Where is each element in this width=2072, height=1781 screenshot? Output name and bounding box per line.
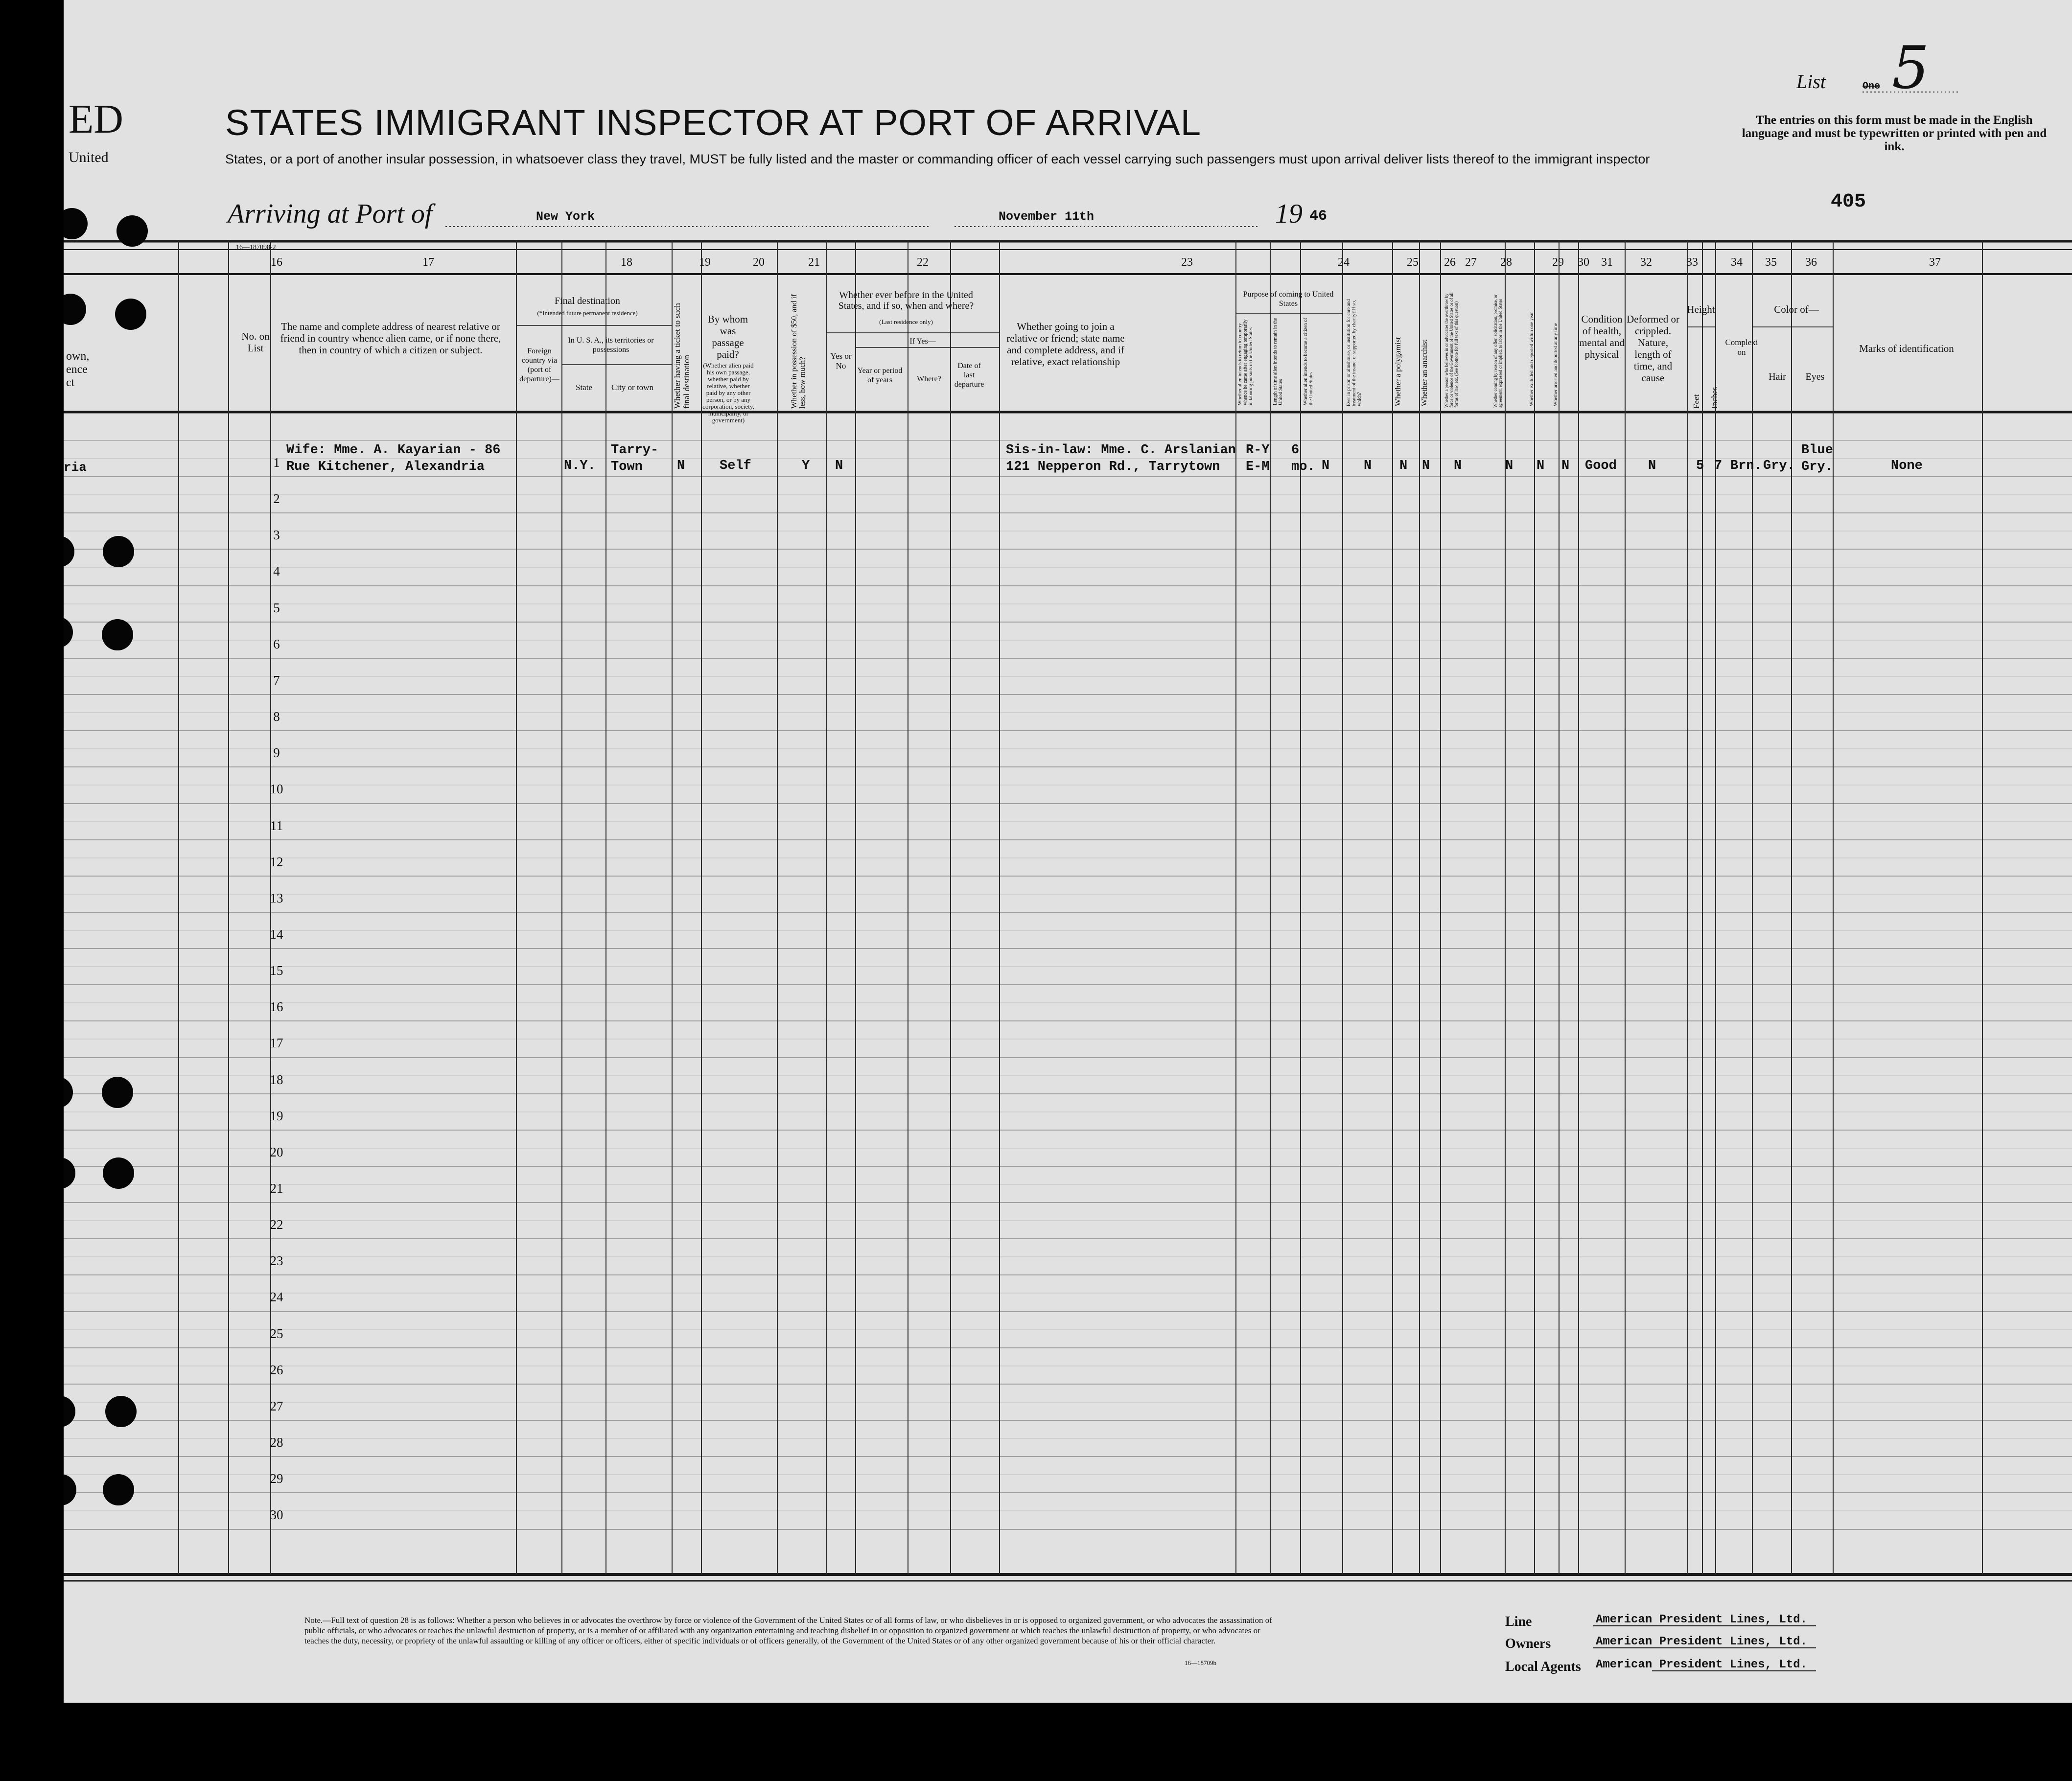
header-marks: Marks of identification — [1859, 343, 1954, 354]
header-join-relative: Whether going to join a relative or friend; state name and complete address, and if relative, exact relationship — [1006, 321, 1125, 368]
punch-hole — [102, 619, 133, 650]
header-year-period: Year or period of years — [857, 367, 903, 384]
entry-q31: N — [1561, 459, 1570, 473]
date-field: November 11th — [999, 209, 1094, 224]
line-value: American President Lines, Ltd. — [1596, 1613, 1808, 1626]
colnum-21: 21 — [808, 256, 820, 269]
header-inches: Inches — [1710, 387, 1719, 409]
row-number: 11 — [270, 818, 283, 833]
row-number: 10 — [270, 782, 283, 796]
colnum-32: 32 — [1640, 256, 1652, 269]
owners-value: American President Lines, Ltd. — [1596, 1635, 1808, 1648]
entry-purpose-line1: R-Y — [1246, 443, 1270, 458]
header-eyes: Eyes — [1805, 371, 1825, 382]
punch-hole — [103, 1474, 134, 1505]
row-number: 12 — [270, 855, 283, 869]
colnum-37: 37 — [1929, 256, 1941, 269]
colnum-17: 17 — [422, 256, 434, 269]
row-number: 7 — [273, 673, 280, 688]
header-hair: Hair — [1769, 371, 1786, 382]
header-prison: Ever in prison or almshouse, or institution for care and treatment of the insane, or supported by charity? If so, which? — [1346, 299, 1362, 406]
header-health: Condition of health, mental and physical — [1579, 313, 1625, 360]
row-number: 13 — [270, 891, 283, 905]
header-purpose-return: Whether alien intends to return to country whence he came after engaging temporarily in laboring pursuits in the United States — [1237, 319, 1254, 405]
left-fragment-ct: ct — [66, 376, 75, 389]
colnum-29: 29 — [1552, 256, 1564, 269]
row-number: 26 — [270, 1363, 283, 1377]
header-purpose: Purpose of coming to United States — [1243, 290, 1334, 308]
header-q30: Whether excluded and deported within one year — [1529, 312, 1535, 406]
row-number: 29 — [270, 1471, 283, 1486]
entry-city-line1: Tarry- — [611, 443, 659, 458]
port-field: New York — [536, 209, 595, 224]
entry-join-line1: Sis-in-law: Mme. C. Arslanian — [1006, 443, 1236, 458]
form-instructions: The entries on this form must be made in the English language and must be typewritten or printed with pen and ink. — [1742, 114, 2047, 153]
colnum-18: 18 — [621, 256, 632, 269]
entry-relative-line1: Wife: Mme. A. Kayarian - 86 — [286, 443, 501, 458]
header-final-destination: Final destination — [555, 296, 620, 306]
row-number: 28 — [270, 1435, 283, 1450]
row-number: 23 — [270, 1253, 283, 1268]
punch-hole — [116, 215, 148, 247]
header-if-yes: If Yes— — [909, 337, 936, 346]
row-number: 27 — [270, 1399, 283, 1413]
header-q28: Whether a person who believes in or advocates the overthrow by force or violence of the Government of the United States or of all forms of law, etc. (See footnote for full text of this question) — [1444, 292, 1459, 408]
header-state: State — [576, 383, 592, 392]
row-number: 21 — [270, 1181, 283, 1196]
row-number: 22 — [270, 1217, 283, 1232]
colnum-35: 35 — [1765, 256, 1777, 269]
colnum-19: 19 — [699, 256, 711, 269]
colnum-27: 27 — [1465, 256, 1477, 269]
entry-prison: N — [1364, 459, 1372, 473]
entry-paid-by: Self — [720, 459, 751, 473]
header-height: Height — [1687, 303, 1715, 315]
row-number: 20 — [270, 1145, 283, 1159]
header-polygamist: Whether a polygamist — [1394, 337, 1402, 406]
entry-before: N — [835, 459, 843, 473]
list-struck-value: One — [1862, 81, 1881, 92]
footnote-question-28: Note.—Full text of question 28 is as follows: Whether a person who believes in or advocates the overthrow by force or violence of the Government of the United States or of all forms of law, or who disbelieves in or is opposed to organized government, or who advocates the assassination of public officials, or who advocates or teaches the unlawful destruction of property, or is a member of or affiliated with any organization entertaining and teaching disbelief in or opposition to organized government or which teaches the unlawful destruction of property, or who advocates or teaches the duty, necessity, or propriety of the unlawful assaulting or killing of any officer or officers, either of specific individuals or of officers generally, of the Government of the United States or of any other organized government because of his or their official character. — [304, 1616, 1272, 1645]
header-in-usa: In U. S. A., its territories or possessions — [568, 336, 654, 354]
colnum-26: 26 — [1444, 256, 1456, 269]
row-number: 2 — [273, 491, 280, 506]
line-label: Line — [1505, 1614, 1532, 1629]
row-number: 5 — [273, 601, 280, 615]
local-agents-value: American President Lines, Ltd. — [1596, 1658, 1808, 1671]
left-heading-subfragment: United — [69, 149, 109, 165]
entry-length-line1: 6 — [1291, 443, 1300, 458]
page-number: 405 — [1831, 191, 1866, 213]
row-number: 4 — [273, 564, 280, 578]
header-q31: Whether arrested and deported at any time — [1553, 323, 1559, 406]
entry-q29: N — [1505, 459, 1513, 473]
row-number: 18 — [270, 1072, 283, 1087]
entry-anarchist: N — [1422, 459, 1430, 473]
colnum-24: 24 — [1338, 256, 1350, 269]
left-fragment-ence: ence — [66, 363, 88, 376]
entry-q28: N — [1454, 459, 1462, 473]
punch-hole — [105, 1396, 137, 1427]
header-where: Where? — [917, 375, 941, 383]
left-fragment-ria: ria — [64, 460, 87, 475]
row-number: 6 — [273, 637, 280, 651]
entry-polygamist: N — [1399, 459, 1408, 473]
colnum-36: 36 — [1805, 256, 1817, 269]
colnum-25: 25 — [1407, 256, 1419, 269]
list-number: 5 — [1892, 34, 1930, 102]
header-feet: Feet — [1692, 394, 1701, 409]
entry-health: Good — [1585, 459, 1617, 473]
entry-state: N.Y. — [564, 459, 596, 473]
header-ever-before: Whether ever before in the United States, and if so, when and where? — [838, 290, 974, 311]
entry-feet: 5 — [1696, 459, 1704, 473]
header-no-on-list: No. on List — [241, 330, 270, 354]
entry-eyes — [1801, 442, 1833, 475]
row-number: 3 — [273, 528, 280, 542]
punch-hole — [103, 536, 134, 567]
row-number: 30 — [270, 1507, 283, 1522]
header-purpose-citizen: Whether alien intends to become a citizen of the United States — [1303, 318, 1314, 405]
row-number: 16 — [270, 999, 283, 1014]
row-number: 14 — [270, 927, 283, 942]
colnum-20: 20 — [753, 256, 765, 269]
row-number: 8 — [273, 709, 280, 724]
left-heading-fragment: ED — [69, 96, 123, 142]
form-number: 16—187098-2 — [236, 244, 276, 251]
owners-label: Owners — [1505, 1636, 1551, 1651]
colnum-16: 16 — [271, 256, 282, 269]
entry-deformed: N — [1648, 459, 1656, 473]
row-number: 24 — [270, 1290, 283, 1304]
row-number: 25 — [270, 1326, 283, 1341]
entry-citizen: N — [1322, 459, 1330, 473]
entry-city-line2: Town — [611, 460, 643, 474]
entry-eyes-line2: Gry. — [1801, 460, 1833, 474]
header-passage-note: (Whether alien paid his own passage, whether paid by relative, whether paid by any other person, or by any corporation, society, municipality, or government) — [702, 362, 754, 424]
row-number: 15 — [270, 963, 283, 978]
entry-eyes-line1: Blue — [1801, 443, 1833, 458]
header-passage-paid: By whom was passage paid? — [707, 313, 748, 360]
header-purpose-length: Length of time alien intends to remain in the United States — [1273, 318, 1283, 405]
entry-join-line2: 121 Nepperon Rd., Tarrytown — [1006, 460, 1220, 474]
page-subtitle: States, or a port of another insular possession, in whatsoever class they travel, MUST be fully listed and the master or commanding officer of each vessel carrying such passengers must upon arrival deliver lists thereof to the immigrant inspector — [225, 152, 1650, 166]
page-title: STATES IMMIGRANT INSPECTOR AT PORT OF ARRIVAL — [225, 102, 1202, 143]
entry-marks: None — [1891, 459, 1923, 473]
header-city: City or town — [611, 383, 653, 392]
entry-hair: Gry. — [1763, 459, 1795, 473]
colnum-33: 33 — [1686, 256, 1698, 269]
entry-q30: N — [1537, 459, 1545, 473]
entry-ticket: N — [677, 459, 685, 473]
header-fifty-dollars: Whether in possession of $50, and if less, how much? — [790, 294, 807, 409]
entry-join — [1006, 442, 1236, 475]
colnum-30: 30 — [1578, 256, 1589, 269]
punch-hole — [102, 1077, 133, 1108]
footer-form-code: 16—18709b — [1185, 1659, 1216, 1666]
header-nearest-relative: The name and complete address of nearest relative or friend in country whence alien came, or if none there, then in country of which a citizen or subject. — [280, 321, 501, 356]
header-last-departure: Date of last departure — [954, 362, 984, 389]
entry-city — [611, 442, 658, 475]
entry-length — [1291, 442, 1315, 475]
local-agents-label: Local Agents — [1505, 1659, 1581, 1674]
colnum-22: 22 — [917, 256, 929, 269]
year-prefix: 19 — [1275, 199, 1303, 229]
colnum-23: 23 — [1181, 256, 1193, 269]
header-yes-no: Yes or No — [830, 351, 852, 370]
arriving-label: Arriving at Port of — [228, 199, 433, 229]
header-deformed: Deformed or crippled. Nature, length of time, and cause — [1627, 313, 1679, 384]
header-color-of: Color of— — [1774, 303, 1819, 315]
form-grid — [64, 0, 2072, 1703]
left-fragment-own: own, — [66, 350, 90, 363]
colnum-28: 28 — [1500, 256, 1512, 269]
punch-hole — [115, 299, 146, 330]
header-q29: Whether coming by reason of any offer, solicitation, promise, or agreement, expressed or implied, to labor in the United States — [1493, 294, 1503, 408]
manifest-page — [64, 0, 2072, 1703]
entry-complexion: Brn. — [1730, 459, 1762, 473]
row-number: 9 — [273, 745, 280, 760]
list-label: List — [1796, 70, 1826, 93]
header-last-residence: (Last residence only) — [879, 318, 933, 325]
entry-purpose — [1246, 442, 1270, 475]
header-anarchist: Whether an anarchist — [1420, 340, 1429, 406]
entry-purpose-line2: E-M — [1246, 460, 1270, 474]
row-number: 1 — [273, 455, 280, 470]
entry-fifty: Y — [802, 459, 810, 473]
entry-relative — [286, 442, 500, 475]
row-number: 19 — [270, 1109, 283, 1123]
year-suffix: 46 — [1309, 208, 1327, 225]
entry-inches: 7 — [1714, 459, 1723, 473]
header-ticket: Whether having a ticket to such final destination — [673, 303, 691, 409]
colnum-31: 31 — [1601, 256, 1613, 269]
header-final-destination-sub: (*Intended future permanent residence) — [537, 309, 638, 317]
punch-hole — [103, 1157, 134, 1189]
header-foreign-country: Foreign country via (port of departure)— — [519, 347, 559, 383]
entry-length-line2: mo. — [1291, 460, 1315, 474]
colnum-34: 34 — [1731, 256, 1743, 269]
header-complexion: Complexion — [1725, 338, 1758, 357]
row-number: 17 — [270, 1036, 283, 1050]
entry-relative-line2: Rue Kitchener, Alexandria — [286, 460, 485, 474]
